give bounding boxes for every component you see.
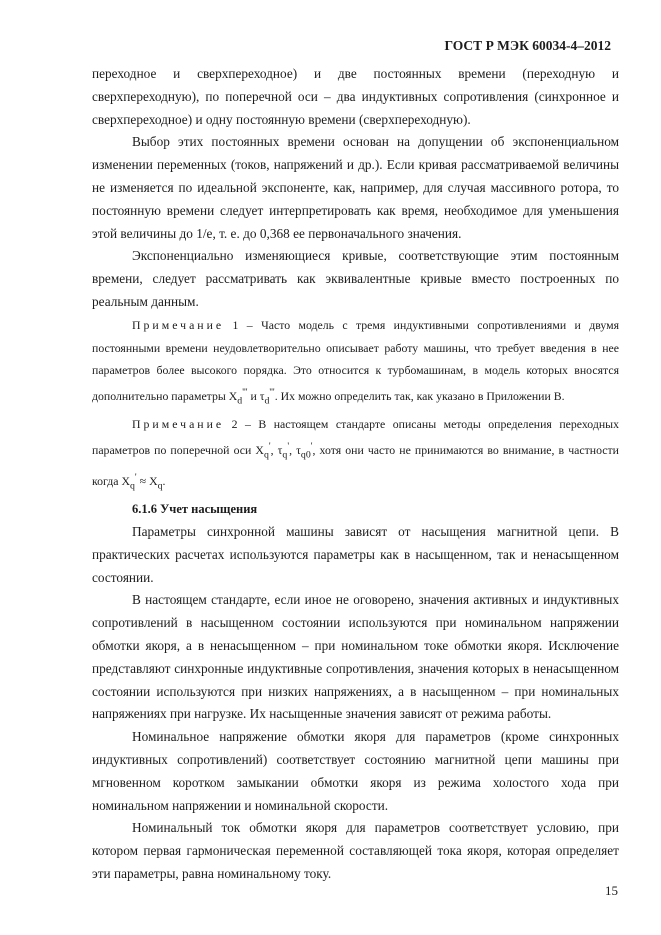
paragraph: переходное и сверхпереходное) и две постоянных времени (переходную и сверхпереходную), по поперечной оси – два индуктивных сопротивления (синхронное и сверхпереходное) и одну постоянную времени (сверхпереходную). bbox=[92, 66, 619, 127]
document-header: ГОСТ Р МЭК 60034-4–2012 bbox=[444, 38, 611, 53]
paragraph: Экспоненциально изменяющиеся кривые, соответствующие этим постоянным времени, следует рассматривать как эквивалентные кривые вместо построенных по реальным данным. bbox=[92, 248, 619, 309]
symbol-superscript: ' bbox=[310, 441, 313, 453]
paragraph: Выбор этих постоянных времени основан на допущении об экспоненциальном изменении переменных (токов, напряжений и др.). Если кривая рассматриваемой величины не изменяется по идеальной экспоненте, как, например, для случая массивного ротора, то постоянную времени следует интерпретировать как время, необходимое для уменьшения этой величины до 1/e, т. е. до 0,368 ее первоначального значения. bbox=[92, 134, 619, 241]
paragraph: Номинальное напряжение обмотки якоря для параметров (кроме синхронных индуктивных сопротивлений) соответствует состоянию магнитной цепи машины при мгновенном коротком замыкании обмотки якоря из режима холостого хода при номинальном напряжении и номинальной скорости. bbox=[92, 729, 619, 813]
symbol-subscript: q bbox=[282, 449, 288, 461]
note-text: ≈ X bbox=[136, 474, 158, 489]
note-text: , τ bbox=[270, 442, 283, 457]
symbol-subscript: q bbox=[130, 480, 135, 492]
symbol-superscript: ' bbox=[287, 441, 290, 453]
section-title: Учет насыщения bbox=[160, 502, 258, 517]
section-number: 6.1.6 bbox=[132, 502, 157, 517]
note-2 bbox=[92, 413, 619, 498]
symbol-subscript: d bbox=[237, 395, 243, 407]
note-1 bbox=[92, 314, 619, 413]
note-text: 1 – Часто модель с тремя индуктивными сопротивлениями и двумя постоянными времени неудовлетворительно описывает работу машины, что требует введения в нее параметров более высокого порядка. Это относится к турбомашинам, в модель которых вносятся дополнительно параметры X bbox=[92, 317, 619, 404]
note-label: Примечание bbox=[132, 417, 225, 432]
paragraph: Номинальный ток обмотки якоря для параметров соответствует условию, при котором первая гармоническая переменной составляющей тока якоря, которая определяет эти параметры, равна номинальному току. bbox=[92, 820, 619, 881]
symbol-superscript: ''' bbox=[269, 387, 275, 399]
paragraph: Параметры синхронной машины зависят от насыщения магнитной цепи. В практических расчетах используются параметры как в насыщенном, так и ненасыщенном состоянии. bbox=[92, 523, 619, 585]
page-content bbox=[92, 63, 619, 886]
symbol-superscript: ' bbox=[134, 472, 137, 484]
symbol-subscript: d bbox=[264, 395, 270, 407]
symbol-subscript: q bbox=[157, 480, 163, 492]
note-text: . Их можно определить так, как указано в Приложении В. bbox=[274, 389, 565, 404]
note-text: , τ bbox=[289, 442, 301, 457]
symbol-subscript: q bbox=[263, 449, 269, 461]
note-text: 2 – В настоящем стандарте описаны методы определения переходных параметров по поперечной оси X bbox=[92, 417, 619, 457]
symbol-superscript: ' bbox=[268, 441, 271, 453]
note-text: . bbox=[162, 474, 166, 489]
symbol-superscript: ''' bbox=[242, 387, 248, 399]
paragraph: В настоящем стандарте, если иное не оговорено, значения активных и индуктивных сопротивлений в насыщенном состоянии используются при номинальном напряжении обмотки якоря, а в ненасыщенном – при номинальном токе обмотки якоря. Исключение представляют синхронные индуктивные сопротивления, значения которых в ненасыщенном состоянии используются при низких напряжениях, а в насыщенном – при номинальных напряжениях при нагрузке. Их насыщенные значения зависят от режима работы. bbox=[92, 592, 619, 722]
page-number: 15 bbox=[605, 883, 618, 898]
note-label: Примечание bbox=[132, 317, 225, 332]
section-heading bbox=[92, 498, 619, 521]
symbol-subscript: q0 bbox=[300, 449, 311, 461]
note-text: , хотя они часто не принимаются во внимание, в частности когда X bbox=[92, 442, 619, 489]
note-text: и τ bbox=[247, 389, 265, 404]
